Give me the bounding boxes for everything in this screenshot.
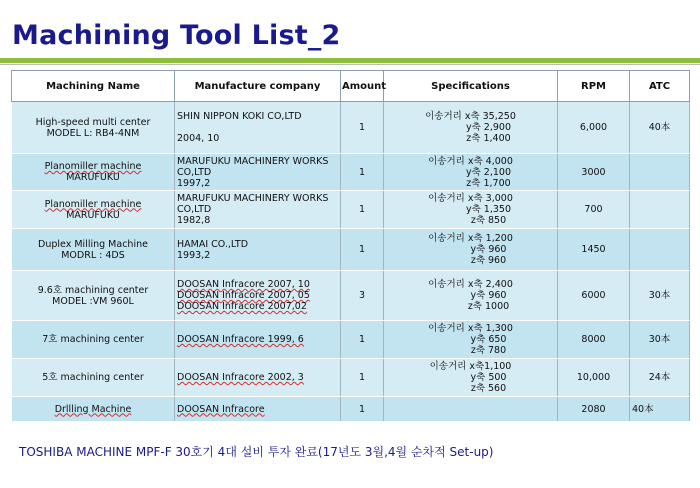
machining-name-cell-line: 9.6호 machining center	[37, 284, 149, 296]
rpm-cell	[558, 397, 630, 422]
rpm-cell-line: 1450	[581, 244, 606, 255]
manufacture-company-cell	[175, 271, 341, 321]
manufacture-company-cell-line: DOOSAN Infracore 2002, 3	[177, 372, 304, 383]
specifications-cell-line: z축 1,400	[466, 133, 511, 144]
specifications-cell	[384, 191, 558, 229]
rpm-cell-line: 2080	[581, 403, 606, 415]
manufacture-company-cell-line: DOOSAN Infracore 2007, 10	[177, 279, 310, 290]
footer-note: TOSHIBA MACHINE MPF-F 30호기 4대 설비 투자 완료(17년도 3월,4월 순차적 Set-up)	[19, 445, 494, 459]
machining-name-cell-line: MARUFUKU	[66, 172, 120, 183]
specifications-cell-line: y축 2,100	[465, 166, 511, 178]
machining-name-cell	[12, 154, 175, 191]
atc-cell-line: 30本	[648, 334, 671, 345]
specifications-cell-line: z축 560	[470, 383, 507, 394]
specifications-cell	[384, 102, 558, 154]
machining-name-cell	[12, 102, 175, 154]
specifications-cell-line: y축 1,350	[465, 204, 511, 215]
table-row	[12, 397, 690, 422]
amount-cell-line: 1	[358, 122, 366, 133]
manufacture-company-cell-line	[177, 122, 338, 133]
machining-name-cell-line: High-speed multi center	[35, 116, 151, 128]
title-underline-thin	[0, 64, 700, 65]
machining-name-cell	[12, 321, 175, 359]
amount-cell	[341, 321, 384, 359]
amount-cell	[341, 154, 384, 191]
tool-list-table	[11, 70, 690, 422]
amount-cell-line: 1	[358, 166, 366, 178]
machining-name-cell	[12, 359, 175, 397]
header-rpm: RPM	[558, 71, 630, 102]
table-row	[12, 359, 690, 397]
manufacture-company-cell-line: HAMAI CO.,LTD	[177, 238, 249, 250]
manufacture-company-cell-line: DOOSAN Infracore 2007,02	[177, 301, 307, 312]
amount-cell	[341, 229, 384, 271]
amount-cell-line: 1	[358, 372, 366, 383]
machining-name-cell-line: Planomiller machine	[44, 198, 142, 210]
table-header-row	[12, 71, 690, 102]
atc-cell	[630, 321, 690, 359]
specifications-cell-line: z축 780	[470, 345, 507, 356]
machining-name-cell	[12, 271, 175, 321]
machining-name-cell-line: Planomiller machine	[44, 161, 142, 172]
specifications-cell-line: y축 500	[470, 372, 507, 383]
manufacture-company-cell	[175, 154, 341, 191]
machining-name-cell	[12, 397, 175, 422]
amount-cell-line: 1	[358, 244, 366, 255]
header-atc: ATC	[630, 71, 690, 102]
manufacture-company-cell-line: CO,LTD	[177, 166, 212, 178]
table-row	[12, 321, 690, 359]
manufacture-company-cell	[175, 102, 341, 154]
atc-cell-line: 40本	[632, 403, 654, 415]
specifications-cell-line: z축 960	[470, 255, 507, 266]
rpm-cell-line: 10,000	[576, 372, 611, 383]
page-title: Machining Tool List_2	[12, 20, 341, 51]
machining-name-cell	[12, 191, 175, 229]
atc-cell	[630, 271, 690, 321]
manufacture-company-cell-line: CO,LTD	[177, 204, 212, 215]
rpm-cell-line: 6000	[581, 290, 606, 301]
rpm-cell-line: 3000	[581, 166, 606, 178]
machining-name-cell-line: MARUFUKU	[66, 209, 120, 221]
rpm-cell	[558, 229, 630, 271]
table-row	[12, 102, 690, 154]
manufacture-company-cell	[175, 191, 341, 229]
atc-cell	[630, 154, 690, 191]
manufacture-company-cell-line: 1997,2	[177, 177, 211, 189]
rpm-cell	[558, 191, 630, 229]
header-machining-name: Machining Name	[12, 71, 175, 102]
specifications-cell-line: 이송거리 x축 35,250	[425, 111, 516, 122]
specifications-cell-line: y축 2,900	[465, 122, 511, 133]
specifications-cell-line: 이송거리 x축 2,400	[428, 279, 513, 290]
machining-name-cell-line: 5호 machining center	[42, 372, 144, 383]
manufacture-company-cell-line: DOOSAN Infracore 1999, 6	[177, 334, 304, 345]
manufacture-company-cell	[175, 229, 341, 271]
specifications-cell-line: 이송거리 x축 3,000	[428, 193, 513, 204]
machining-name-cell-line: MODEL :VM 960L	[52, 295, 134, 307]
specifications-cell-line: z축 1000	[467, 301, 510, 312]
amount-cell	[341, 397, 384, 422]
manufacture-company-cell	[175, 397, 341, 422]
table-row	[12, 271, 690, 321]
specifications-cell-line: 이송거리 x축 4,000	[428, 155, 513, 167]
amount-cell	[341, 102, 384, 154]
rpm-cell	[558, 359, 630, 397]
machining-name-cell-line: MODEL L: RB4-4NM	[46, 127, 140, 139]
amount-cell-line: 1	[358, 334, 366, 345]
specifications-cell	[384, 359, 558, 397]
header-amount: Amount	[341, 71, 384, 102]
rpm-cell-line: 8000	[581, 334, 606, 345]
amount-cell-line: 1	[358, 403, 366, 415]
specifications-cell-line: y축 960	[470, 244, 507, 255]
manufacture-company-cell	[175, 359, 341, 397]
specifications-cell-line: 이송거리 x축1,100	[429, 361, 512, 372]
atc-cell	[630, 191, 690, 229]
atc-cell-line: 24本	[648, 372, 671, 383]
atc-cell	[630, 397, 690, 422]
manufacture-company-cell	[175, 321, 341, 359]
specifications-cell	[384, 321, 558, 359]
atc-cell	[630, 359, 690, 397]
table-row	[12, 229, 690, 271]
specifications-cell-line: 이송거리 x축 1,300	[428, 323, 513, 334]
amount-cell	[341, 271, 384, 321]
rpm-cell	[558, 154, 630, 191]
rpm-cell-line: 6,000	[579, 122, 608, 133]
rpm-cell-line: 700	[584, 204, 603, 215]
atc-cell	[630, 102, 690, 154]
header-manufacture-company: Manufacture company	[175, 71, 341, 102]
specifications-cell-line: y축 650	[470, 334, 507, 345]
header-specifications: Specifications	[384, 71, 558, 102]
specifications-cell-line: y축 960	[470, 290, 507, 301]
title-underline	[0, 58, 700, 63]
specifications-cell	[384, 397, 558, 422]
amount-cell-line: 1	[358, 204, 366, 215]
specifications-cell	[384, 229, 558, 271]
atc-cell	[630, 229, 690, 271]
manufacture-company-cell-line: 2004, 10	[177, 133, 220, 144]
machining-name-cell-line: MODRL : 4DS	[61, 249, 125, 261]
amount-cell-line: 3	[358, 290, 366, 301]
manufacture-company-cell-line: MARUFUKU MACHINERY WORKS	[177, 155, 329, 167]
manufacture-company-cell-line: DOOSAN Infracore	[177, 403, 265, 415]
amount-cell	[341, 191, 384, 229]
machining-name-cell	[12, 229, 175, 271]
specifications-cell	[384, 154, 558, 191]
table-row	[12, 154, 690, 191]
specifications-cell-line: z축 1,700	[466, 177, 511, 189]
manufacture-company-cell-line: DOOSAN Infracore 2007, 05	[177, 290, 310, 301]
machining-name-cell-line: 7호 machining center	[42, 334, 144, 345]
rpm-cell	[558, 321, 630, 359]
manufacture-company-cell-line: 1993,2	[177, 249, 211, 261]
specifications-cell-line: 이송거리 x축 1,200	[428, 233, 513, 244]
rpm-cell	[558, 102, 630, 154]
specifications-cell	[384, 271, 558, 321]
amount-cell	[341, 359, 384, 397]
specifications-cell-line: z축 850	[470, 215, 507, 226]
manufacture-company-cell-line: SHIN NIPPON KOKI CO,LTD	[177, 111, 302, 122]
atc-cell-line: 40本	[648, 122, 671, 133]
machining-name-cell-line: Drllling Machine	[54, 403, 132, 415]
manufacture-company-cell-line: MARUFUKU MACHINERY WORKS	[177, 193, 329, 204]
table-row	[12, 191, 690, 229]
atc-cell-line: 30本	[648, 290, 671, 301]
manufacture-company-cell-line: 1982,8	[177, 215, 211, 226]
rpm-cell	[558, 271, 630, 321]
machining-name-cell-line: Duplex Milling Machine	[38, 238, 148, 250]
